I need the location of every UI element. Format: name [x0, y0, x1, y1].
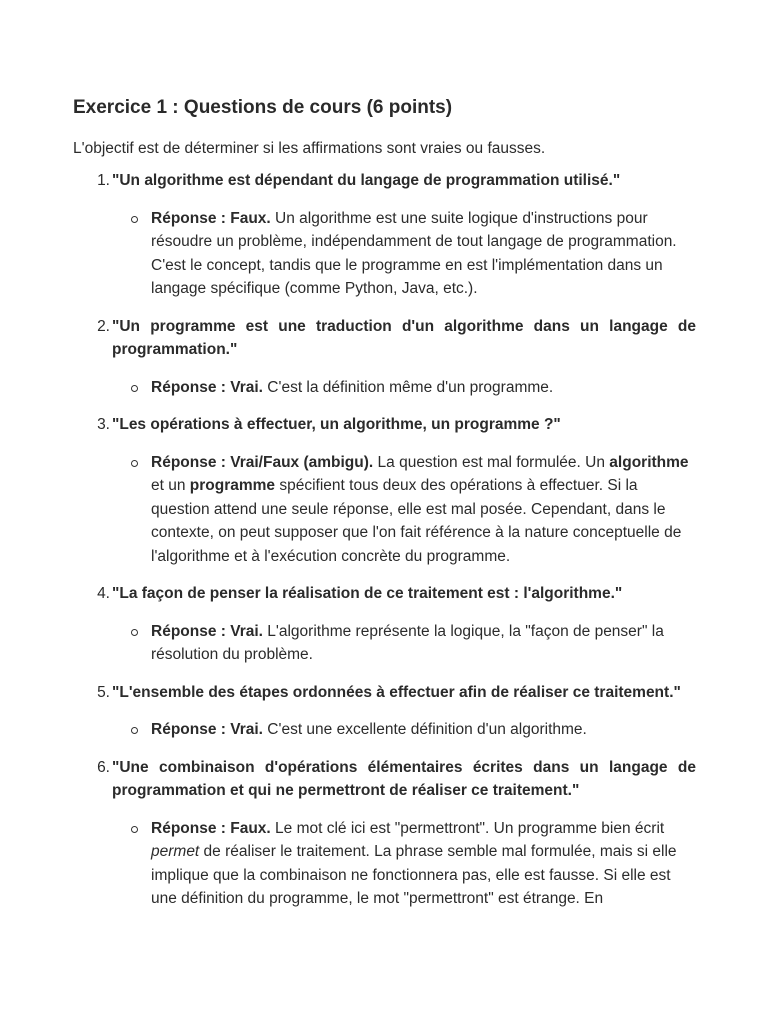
question-number: 5.: [97, 683, 110, 701]
answer-emphasis: Réponse : Vrai.: [151, 378, 263, 396]
answer-list: [112, 718, 696, 742]
question-text: "Un programme est une traduction d'un algorithme dans un langage de programmation.": [112, 317, 696, 358]
answer-item: [151, 207, 696, 301]
answer-text: C'est la définition même d'un programme.: [262, 378, 554, 396]
question-number: 6.: [97, 758, 110, 776]
answer-emphasis: Réponse : Faux.: [151, 209, 271, 227]
hollow-bullet-icon: [131, 460, 138, 467]
answer-emphasis: Réponse : Vrai/Faux (ambigu).: [151, 453, 374, 471]
question-item: [97, 681, 696, 742]
answer-item: [151, 376, 696, 400]
answer-item: [151, 451, 696, 569]
question-item: [97, 315, 696, 400]
answer-text: et un: [151, 477, 190, 494]
answer-emphasis: Réponse : Vrai.: [151, 622, 263, 640]
answer-list: [112, 376, 696, 400]
question-number: 2.: [97, 317, 110, 335]
answer-item: [151, 817, 696, 911]
answer-emphasis: programme: [189, 477, 276, 494]
hollow-bullet-icon: [131, 216, 138, 223]
question-number: 1.: [97, 172, 110, 189]
question-item: [97, 756, 696, 911]
hollow-bullet-icon: [131, 385, 138, 392]
answer-text: spécifient tous deux des opérations à effectuer. Si la question attend une seule réponse, elle est mal posée. Cependant, dans le contexte, on peut supposer que l'on fait référence à la nature conceptuelle de l'algorithme et à l'exécution concrète du programme.: [151, 477, 682, 565]
answer-list: [112, 620, 696, 667]
answer-text: Un algorithme est une suite logique d'instructions pour résoudre un problème, indépendamment de tout langage de programmation. C'est le concept, tandis que le programme en est l'implémentation dans un langage spécifique (comme Python, Java, etc.).: [151, 209, 677, 297]
exercise-title: Exercice 1 : Questions de cours (6 points): [73, 97, 453, 118]
answer-list: [112, 817, 696, 911]
question-item: [97, 413, 696, 568]
question-number: 3.: [97, 416, 110, 433]
questions-list: [73, 169, 696, 911]
question-text: "L'ensemble des étapes ordonnées à effectuer afin de réaliser ce traitement.": [112, 683, 681, 701]
question-item: [97, 582, 696, 667]
answer-text: La question est mal formulée. Un: [373, 453, 610, 471]
answer-text: de réaliser le traitement. La phrase semble mal formulée, mais si elle implique que la combinaison ne fonctionnera pas, elle est fausse. Si elle est une définition du programme, le mot "permettront" est étrange. En: [151, 843, 677, 907]
answer-emphasis: algorithme: [609, 453, 689, 471]
question-text: "La façon de penser la réalisation de ce traitement est : l'algorithme.": [112, 585, 623, 602]
answer-text: L'algorithme représente la logique, la "façon de penser" la résolution du problème.: [151, 622, 664, 663]
question-text: "Un algorithme est dépendant du langage de programmation utilisé.": [112, 172, 621, 189]
answer-text: C'est une excellente définition d'un algorithme.: [262, 721, 587, 738]
answer-text: Le mot clé ici est "permettront". Un programme bien écrit: [270, 819, 665, 837]
question-number: 4.: [97, 585, 110, 602]
answer-emphasis: Réponse : Faux.: [151, 819, 271, 837]
answer-list: [112, 207, 696, 301]
hollow-bullet-icon: [131, 826, 138, 833]
answer-emphasis: Réponse : Vrai.: [151, 721, 263, 738]
question-text: "Une combinaison d'opérations élémentaires écrites dans un langage de programmation et qui ne permettront de réaliser ce traitement.": [112, 758, 696, 799]
hollow-bullet-icon: [131, 629, 138, 636]
answer-item: [151, 718, 696, 742]
question-text: "Les opérations à effectuer, un algorithme, un programme ?": [112, 416, 561, 433]
answer-item: [151, 620, 696, 667]
answer-list: [112, 451, 696, 569]
answer-italic: permet: [151, 843, 200, 860]
hollow-bullet-icon: [131, 727, 138, 734]
intro-paragraph: L'objectif est de déterminer si les affirmations sont vraies ou fausses.: [73, 140, 546, 157]
question-item: [97, 169, 696, 301]
